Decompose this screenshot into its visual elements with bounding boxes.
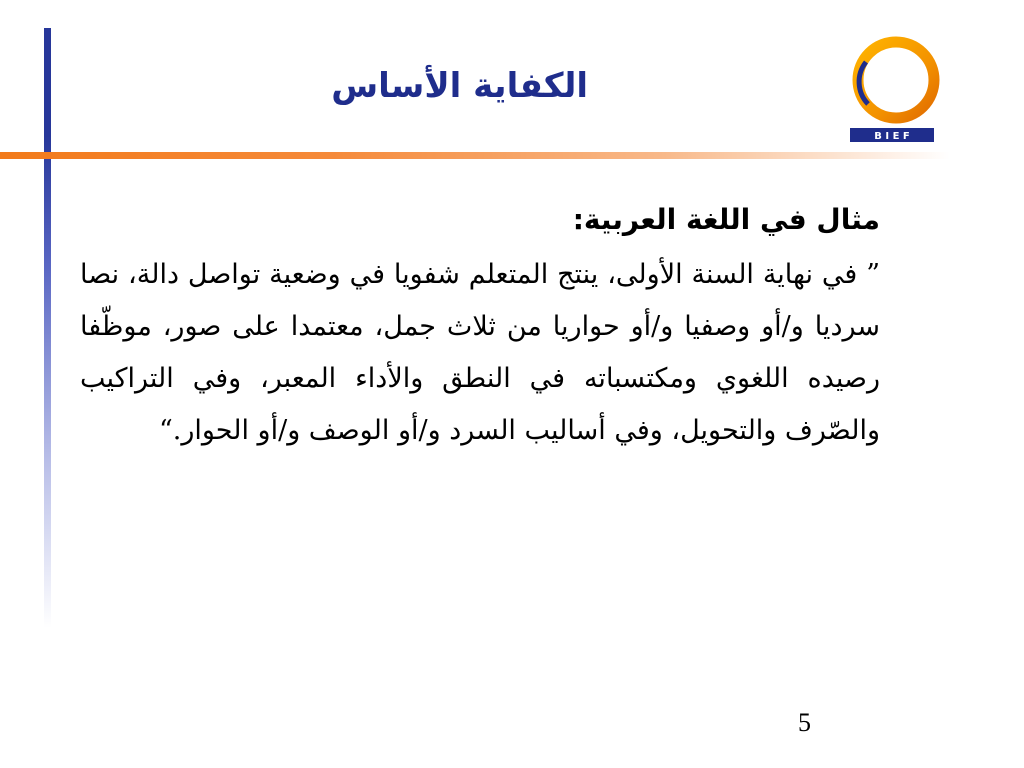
orange-divider: [0, 152, 950, 159]
example-heading: مثال في اللغة العربية:: [572, 203, 880, 236]
slide-content: [80, 200, 880, 457]
example-paragraph: ” في نهاية السنة الأولى، ينتج المتعلم شفويا في وضعية تواصل دالة، نصا سرديا و/أو وصفيا و/أو حواريا من ثلاث جمل، معتمدا على صور، موظّفا رصيده اللغوي ومكتسباته في النطق والأداء المعبر، وفي التراكيب والصّرف والتحويل، وفي أساليب السرد و/أو الوصف و/أو الحوار.“: [80, 259, 880, 447]
left-accent-bar: [44, 28, 51, 628]
logo-text: B I E F: [874, 131, 910, 142]
bief-logo: [846, 32, 942, 148]
page-number: 5: [798, 708, 811, 737]
slide-title: الكفاية الأساس: [331, 66, 588, 106]
